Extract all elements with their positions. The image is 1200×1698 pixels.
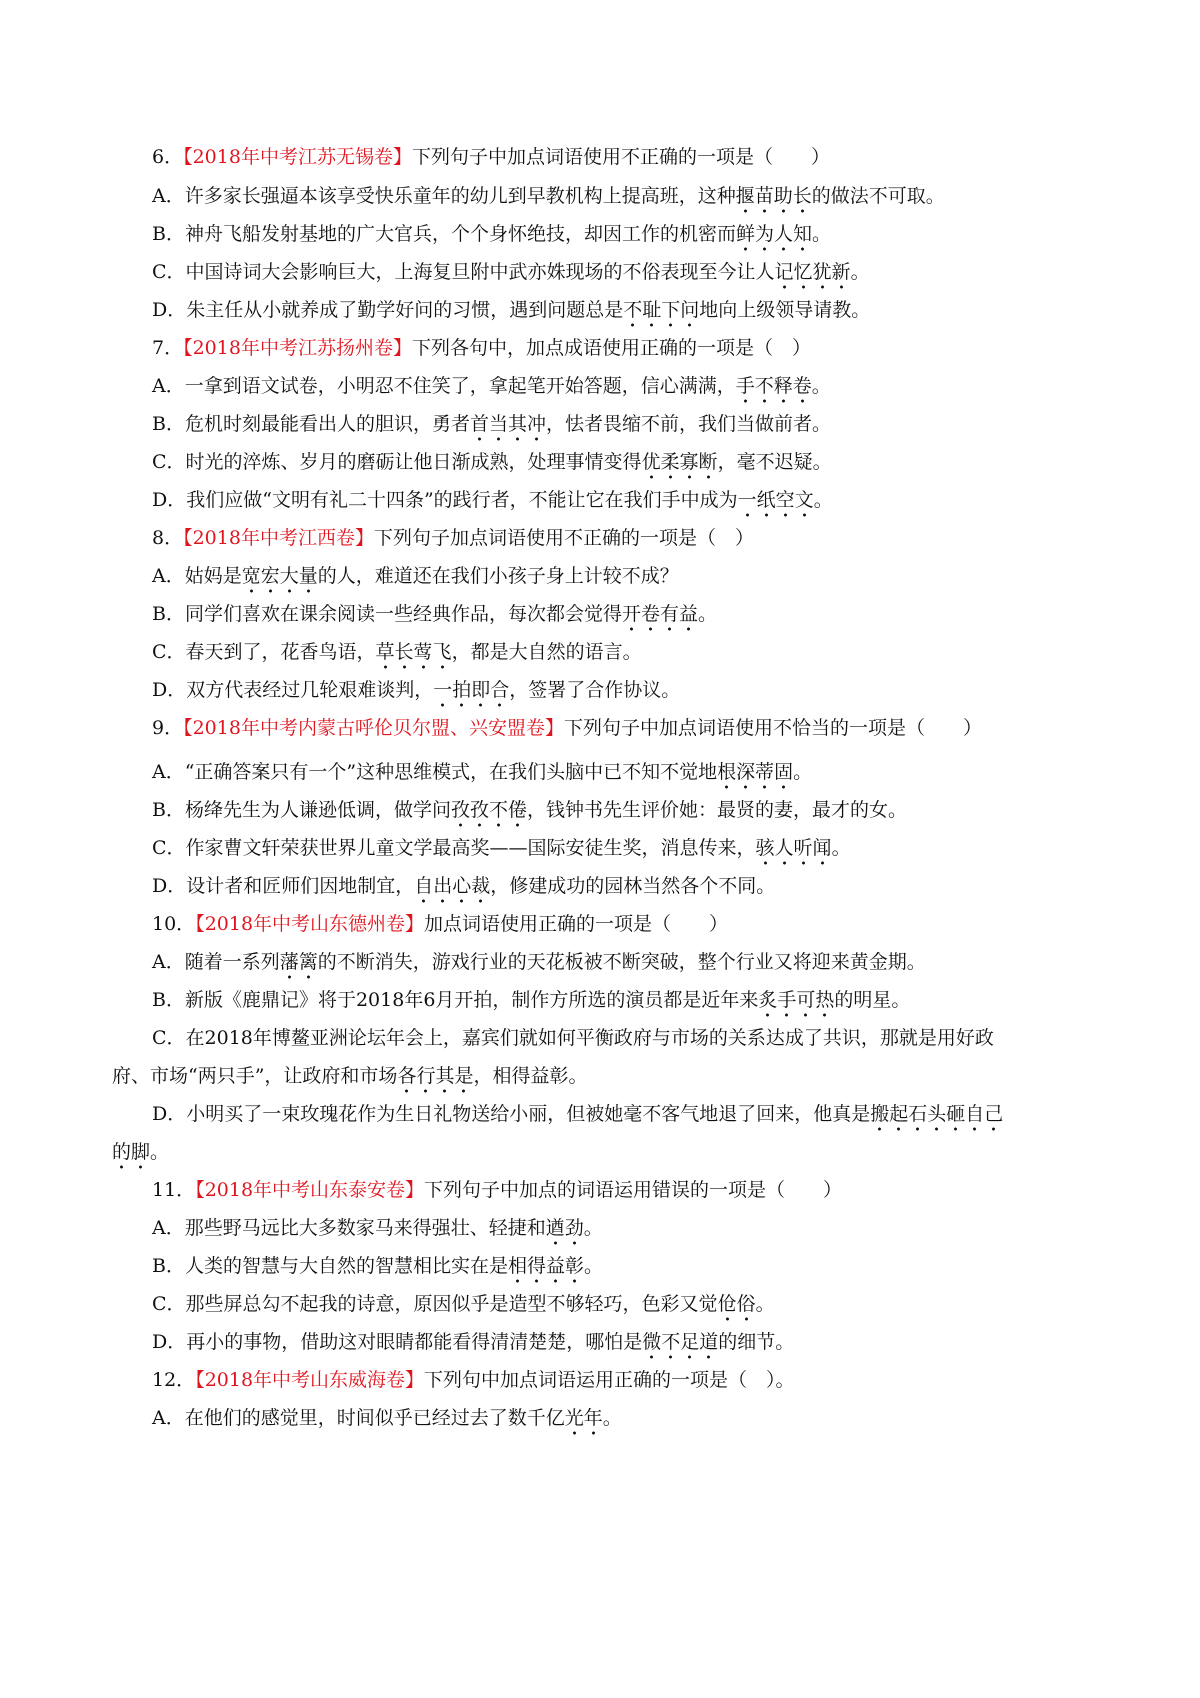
question-source: 【2018年中考江苏扬州卷】 <box>183 337 412 359</box>
emphasized-phrase: 一纸空文 <box>738 489 814 518</box>
emphasized-phrase: 藩篱 <box>280 951 318 980</box>
emphasized-phrase: 草长莺飞 <box>376 641 452 670</box>
option-b: B．神舟飞船发射基地的广大官兵，个个身怀绝技，却因工作的机密而鲜为人知。 <box>152 222 831 246</box>
option-c: C．作家曹文轩荣获世界儿童文学最高奖——国际安徒生奖，消息传来，骇人听闻。 <box>152 836 851 860</box>
emphasized-phrase: 宽宏大量 <box>242 565 318 594</box>
option-a: A．一拿到语文试卷，小明忍不住笑了，拿起笔开始答题，信心满满，手不释卷。 <box>152 374 831 398</box>
question-number: 9． <box>152 717 184 739</box>
question-stem: 下列各句中，加点成语使用正确的一项是（ ） <box>411 337 811 359</box>
emphasized-phrase: 孜孜不倦 <box>451 799 527 828</box>
emphasized-phrase: 伧俗 <box>718 1293 756 1322</box>
question-11-title <box>152 1178 842 1202</box>
question-stem: 下列句中加点词语运用正确的一项是（ ）。 <box>424 1369 795 1391</box>
question-stem: 下列句子中加点的词语运用错误的一项是（ ） <box>424 1179 843 1201</box>
option-d: D．朱主任从小就养成了勤学好问的习惯，遇到问题总是不耻下问地向上级领导请教。 <box>152 298 870 322</box>
emphasized-phrase: 一拍即合 <box>433 679 509 708</box>
option-d-line-2: 的脚。 <box>112 1140 169 1164</box>
question-6-title <box>152 145 830 169</box>
option-c: C．中国诗词大会影响巨大，上海复旦附中武亦姝现场的不俗表现至今让人记忆犹新。 <box>152 260 870 284</box>
option-a: A．姑妈是宽宏大量的人，难道还在我们小孩子身上计较不成？ <box>152 564 679 588</box>
option-c: C．那些屏总勾不起我的诗意，原因似乎是造型不够轻巧，色彩又觉伧俗。 <box>152 1292 775 1316</box>
option-a: A．随着一系列藩篱的不断消失，游戏行业的天花板被不断突破，整个行业又将迎来黄金期。 <box>152 950 926 974</box>
emphasized-phrase: 自出心裁 <box>414 875 490 904</box>
question-number: 10． <box>152 913 196 935</box>
option-d: D．再小的事物，借助这对眼睛都能看得清清楚楚，哪怕是微不足道的细节。 <box>152 1330 794 1354</box>
question-number: 11． <box>152 1179 196 1201</box>
question-9-title <box>152 716 982 740</box>
emphasized-phrase: 各行其是 <box>397 1065 473 1094</box>
emphasized-phrase: 炙手可热 <box>758 989 834 1018</box>
emphasized-phrase: 首当其冲 <box>470 413 546 442</box>
emphasized-phrase: 记忆犹新 <box>775 261 851 290</box>
option-a: A．那些野马远比大多数家马来得强壮、轻捷和遒劲。 <box>152 1216 603 1240</box>
option-b: B．新版《鹿鼎记》将于2018年6月开拍，制作方所选的演员都是近年来炙手可热的明星。 <box>152 988 910 1012</box>
question-7-title <box>152 336 811 360</box>
emphasized-phrase: 揠苗助长 <box>736 185 812 214</box>
option-b: B．杨绛先生为人谦逊低调，做学问孜孜不倦，钱钟书先生评价她：最贤的妻，最才的女。 <box>152 798 907 822</box>
question-12-title <box>152 1368 795 1392</box>
option-d: D．双方代表经过几轮艰难谈判，一拍即合，签署了合作协议。 <box>152 678 680 702</box>
option-a: A．许多家长强逼本该享受快乐童年的幼儿到早教机构上提高班，这种揠苗助长的做法不可取。 <box>152 184 945 208</box>
emphasized-phrase: 不耻下问 <box>623 299 699 328</box>
option-d: D．设计者和匠师们因地制宜，自出心裁，修建成功的园林当然各个不同。 <box>152 874 775 898</box>
question-10-title <box>152 912 728 936</box>
option-a: A．在他们的感觉里，时间似乎已经过去了数千亿光年。 <box>152 1406 622 1430</box>
emphasized-phrase: 优柔寡断 <box>642 451 718 480</box>
emphasized-phrase: 骇人听闻 <box>756 837 832 866</box>
option-c: C．春天到了，花香鸟语，草长莺飞，都是大自然的语言。 <box>152 640 642 664</box>
option-c-line-1: C．在2018年博鳌亚洲论坛年会上，嘉宾们就如何平衡政府与市场的关系达成了共识，那就是用好政 <box>152 1027 994 1049</box>
option-c-line-2: 府、市场“两只手”，让政府和市场各行其是，相得益彰。 <box>112 1064 587 1088</box>
question-source: 【2018年中考江苏无锡卷】 <box>183 146 412 168</box>
question-source: 【2018年中考内蒙古呼伦贝尔盟、兴安盟卷】 <box>183 717 564 739</box>
question-stem: 下列句子中加点词语使用不正确的一项是（ ） <box>411 146 830 168</box>
emphasized-phrase: 的脚 <box>112 1141 150 1170</box>
emphasized-phrase: 搬起石头砸自己 <box>870 1103 1003 1132</box>
question-stem: 下列句子加点词语使用不正确的一项是（ ） <box>373 527 754 549</box>
option-d: D．我们应做“文明有礼二十四条”的践行者，不能让它在我们手中成为一纸空文。 <box>152 488 833 512</box>
emphasized-phrase: 遒劲 <box>546 1217 584 1246</box>
question-stem: 加点词语使用正确的一项是（ ） <box>424 913 729 935</box>
question-number: 7． <box>152 337 184 359</box>
question-number: 8． <box>152 527 184 549</box>
question-stem: 下列句子中加点词语使用不恰当的一项是（ ） <box>563 717 982 739</box>
emphasized-phrase: 根深蒂固 <box>717 761 793 790</box>
emphasized-phrase: 鲜为人知 <box>736 223 812 252</box>
question-source: 【2018年中考山东威海卷】 <box>195 1369 425 1391</box>
question-number: 12． <box>152 1369 196 1391</box>
question-source: 【2018年中考山东泰安卷】 <box>195 1179 425 1201</box>
question-number: 6． <box>152 146 184 168</box>
question-source: 【2018年中考江西卷】 <box>183 527 374 549</box>
emphasized-phrase: 光年 <box>565 1407 603 1436</box>
option-d-line-1: D．小明买了一束玫瑰花作为生日礼物送给小丽，但被她毫不客气地退了回来，他真是搬起石头砸自己 <box>152 1102 1003 1126</box>
question-source: 【2018年中考山东德州卷】 <box>195 913 425 935</box>
emphasized-phrase: 微不足道 <box>642 1331 718 1360</box>
option-a: A．“正确答案只有一个”这种思维模式，在我们头脑中已不知不觉地根深蒂固。 <box>152 760 812 784</box>
option-c: C．时光的淬炼、岁月的磨砺让他日渐成熟，处理事情变得优柔寡断，毫不迟疑。 <box>152 450 832 474</box>
emphasized-phrase: 手不释卷 <box>736 375 812 404</box>
emphasized-phrase: 开卷有益 <box>622 603 698 632</box>
question-8-title <box>152 526 754 550</box>
option-b: B．人类的智慧与大自然的智慧相比实在是相得益彰。 <box>152 1254 603 1278</box>
option-b: B．同学们喜欢在课余阅读一些经典作品，每次都会觉得开卷有益。 <box>152 602 717 626</box>
emphasized-phrase: 相得益彰 <box>508 1255 584 1284</box>
option-b: B．危机时刻最能看出人的胆识，勇者首当其冲，怯者畏缩不前，我们当做前者。 <box>152 412 831 436</box>
